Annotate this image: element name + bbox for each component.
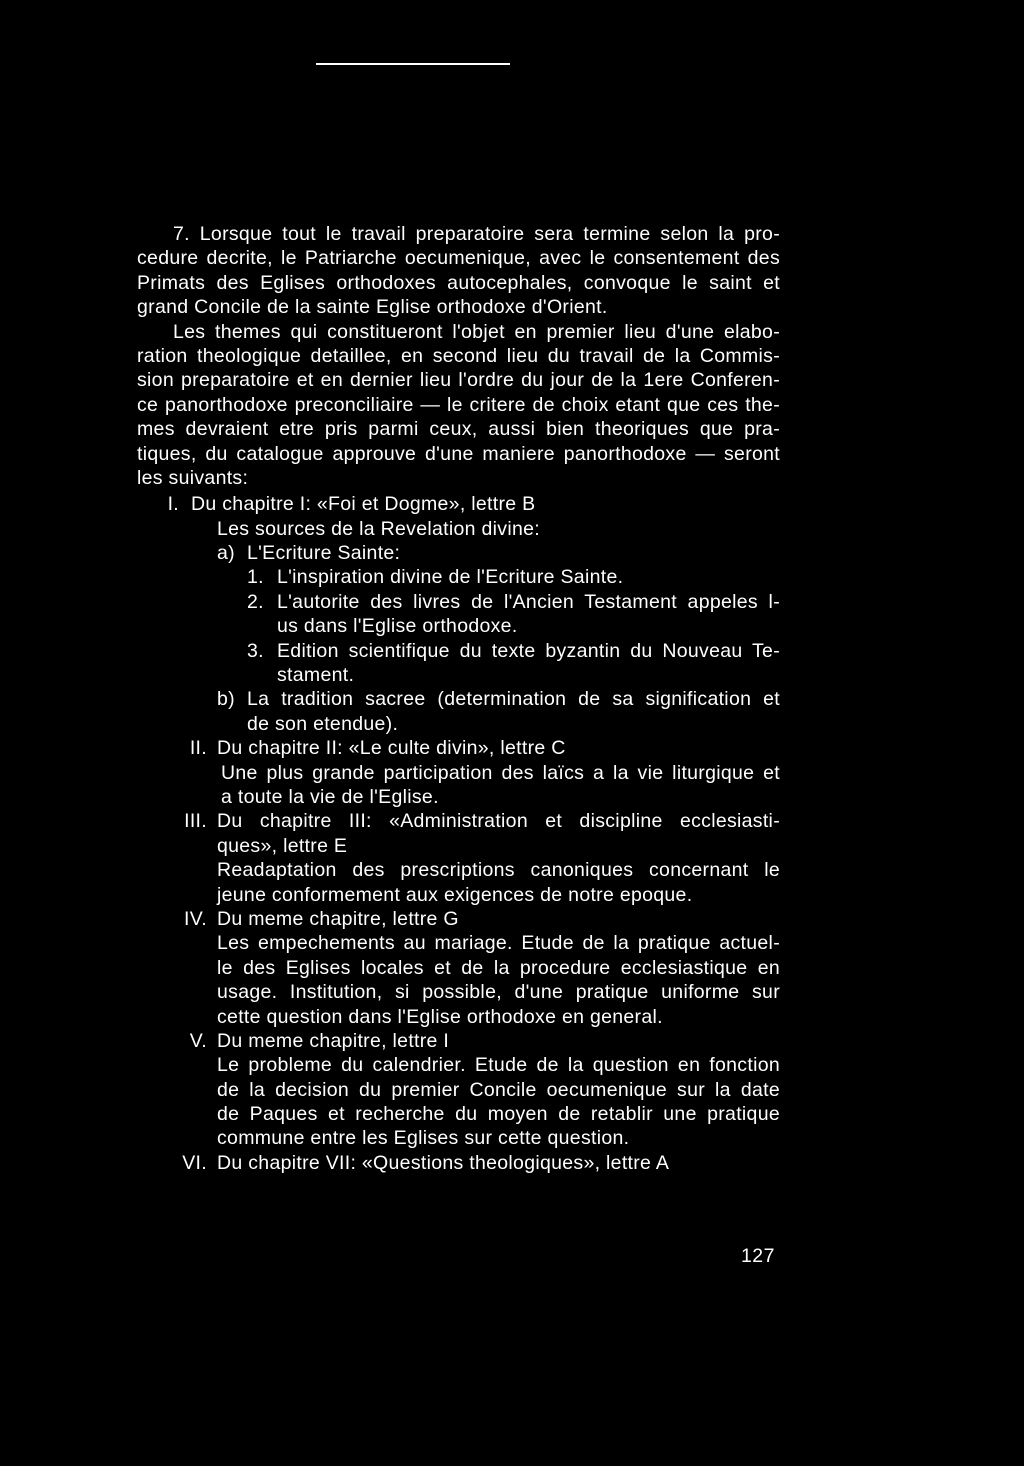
item-1-n3 xyxy=(137,639,780,663)
page-body xyxy=(137,222,780,1175)
item-1-b-line-2: de son etendue). xyxy=(247,712,399,735)
item-2-heading xyxy=(137,736,780,760)
item-1-n2-line-1: L'autorite des livres de l'Ancien Testament appeles l- xyxy=(277,590,780,613)
item-4-label: IV. xyxy=(184,907,207,930)
item-1-n2-label: 2. xyxy=(247,590,264,613)
item-1-n3-label: 3. xyxy=(247,639,264,662)
themes-line-1: Les themes qui constitueront l'objet en premier lieu d'une elabo- xyxy=(173,320,780,343)
item-2-line-2: a toute la vie de l'Eglise. xyxy=(221,785,439,808)
item-3-label: III. xyxy=(184,810,207,833)
item-2-line-1: Une plus grande participation des laïcs a la vie liturgique et xyxy=(221,761,780,784)
item-6-heading-text: Du chapitre VII: «Questions theologiques», lettre A xyxy=(217,1151,670,1174)
item-5-label: V. xyxy=(189,1029,207,1052)
item-1-b-line-1: La tradition sacree (determination de sa signification et xyxy=(247,688,780,711)
item-1-n1-label: 1. xyxy=(247,566,264,589)
item-6-heading xyxy=(137,1151,780,1175)
item-1-label: I. xyxy=(167,493,179,516)
item-4-line-4: cette question dans l'Eglise orthodoxe en general. xyxy=(217,1005,663,1028)
item-4-heading-text: Du meme chapitre, lettre G xyxy=(217,907,459,930)
item-5-line-3: de Paques et recherche du moyen de retablir une pratique xyxy=(217,1103,780,1126)
item-3-line-2: jeune conformement aux exigences de notre epoque. xyxy=(217,883,693,906)
item-3-line-1: Readaptation des prescriptions canoniques concernant le xyxy=(217,859,780,882)
item-1-b xyxy=(137,687,780,711)
para7-line-4: grand Concile de la sainte Eglise orthodoxe d'Orient. xyxy=(137,296,608,319)
item-3-heading-line-1: Du chapitre III: «Administration et discipline ecclesiasti- xyxy=(217,810,780,833)
item-5-line-4: commune entre les Eglises sur cette question. xyxy=(217,1127,630,1150)
item-2-label: II. xyxy=(189,737,207,760)
para7-line-1: 7. Lorsque tout le travail preparatoire sera termine selon la pro- xyxy=(173,223,780,245)
item-2-heading-text: Du chapitre II: «Le culte divin», lettre C xyxy=(217,737,566,760)
themes-line-4: ce panorthodoxe preconciliaire — le critere de choix etant que ces the- xyxy=(137,393,780,416)
themes-line-5: mes devraient etre pris parmi ceux, aussi bien theoriques que pra- xyxy=(137,418,780,441)
item-5-line-1: Le probleme du calendrier. Etude de la question en fonction xyxy=(217,1054,780,1077)
item-4-line-3: usage. Institution, si possible, d'une pratique uniforme sur xyxy=(217,981,780,1004)
themes-line-3: sion preparatoire et en dernier lieu l'ordre du jour de la 1ere Conferen- xyxy=(137,369,780,392)
page-number: 127 xyxy=(740,1245,775,1267)
item-5-heading-text: Du meme chapitre, lettre I xyxy=(217,1029,450,1052)
item-1-n1-text: L'inspiration divine de l'Ecriture Sainte. xyxy=(277,566,624,589)
item-3-heading xyxy=(137,809,780,833)
item-1-n2-line-2: us dans l'Eglise orthodoxe. xyxy=(277,615,518,638)
item-3-heading-line-2: ques», lettre E xyxy=(217,834,348,857)
item-1-n2 xyxy=(137,590,780,614)
para7-line-3: Primats des Eglises orthodoxes autocephales, convoque le saint et xyxy=(137,271,780,294)
top-rule xyxy=(316,63,510,65)
para7-line-2: cedure decrite, le Patriarche oecumenique, avec le consentement des xyxy=(137,247,780,270)
themes-line-2: ration theologique detaillee, en second lieu du travail de la Commis- xyxy=(137,344,780,367)
item-1-a-label: a) xyxy=(217,542,235,565)
item-1-n3-line-1: Edition scientifique du texte byzantin du Nouveau Te- xyxy=(277,639,780,662)
item-1-n3-line-2: stament. xyxy=(277,664,355,687)
item-4-line-2: le des Eglises locales et de la procedure ecclesiastique en xyxy=(217,956,780,979)
themes-line-6: tiques, du catalogue approuve d'une maniere panorthodoxe — seront xyxy=(137,442,780,465)
item-1-heading xyxy=(137,492,780,516)
item-5-heading xyxy=(137,1029,780,1053)
item-6-label: VI. xyxy=(182,1151,207,1174)
item-1-subtitle: Les sources de la Revelation divine: xyxy=(217,517,540,540)
item-4-heading xyxy=(137,907,780,931)
themes-line-7: les suivants: xyxy=(137,466,249,489)
item-1-n1 xyxy=(137,565,780,589)
item-1-a-text: L'Ecriture Sainte: xyxy=(247,542,401,565)
item-1-b-label: b) xyxy=(217,688,235,711)
item-4-line-1: Les empechements au mariage. Etude de la pratique actuel- xyxy=(217,932,780,955)
item-1-heading-text: Du chapitre I: «Foi et Dogme», lettre B xyxy=(191,493,536,516)
item-1-a xyxy=(137,541,780,565)
item-5-line-2: de la decision du premier Concile oecumenique sur la date xyxy=(217,1078,780,1101)
